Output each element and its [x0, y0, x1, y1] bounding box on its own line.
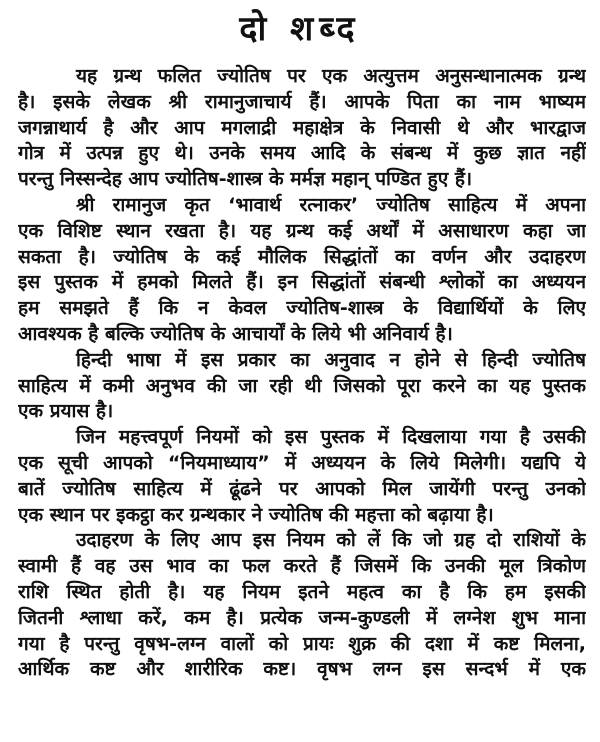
text-line: बातें ज्योतिष साहित्य में ढूंढने पर आपको मिल जायेंगी परन्तु उनको [18, 477, 586, 500]
text-line: गोत्र में उत्पन्न हुए थे। उनके समय आदि के संबन्ध में कुछ ज्ञात नहीं [18, 142, 586, 165]
text-line: हिन्दी भाषा में इस प्रकार का अनुवाद न होने से हिन्दी ज्योतिष [76, 348, 586, 371]
paragraph [18, 193, 586, 348]
text-line: यह ग्रन्थ फलित ज्योतिष पर एक अत्युत्तम अनुसन्धानात्मक ग्रन्थ [76, 65, 586, 87]
text-line: आर्थिक कष्ट और शारीरिक कष्ट। वृषभ लग्न इस सन्दर्भ में एक [18, 658, 586, 681]
text-line: एक सूची आपको “नियमाध्याय” में अध्ययन के लिये मिलेगी। यद्यपि ये [18, 451, 586, 474]
text-line: जितनी श्लाधा करें, कम है। प्रत्येक जन्म-कुण्डली में लग्नेश शुभ माना [18, 606, 586, 629]
paragraph [18, 425, 586, 528]
text-line: इस पुस्तक में हमको मिलते हैं। इन सिद्धांतों संबन्धी श्लोकों का अध्ययन [18, 271, 586, 294]
text-line: गया है परन्तु वृषभ-लग्न वालों को प्रायः शुक्र की दशा में कष्ट मिलना, [18, 632, 586, 655]
text-line: है। इसके लेखक श्री रामानुजाचार्य हैं। आपके पिता का नाम भाष्यम [18, 90, 586, 113]
text-line: साहित्य में कमी अनुभव की जा रही थी जिसको पूरा करने का यह पुस्तक [18, 374, 586, 397]
paragraph [18, 348, 586, 425]
text-line: जिन महत्त्वपूर्ण नियमों को इस पुस्तक में दिखलाया गया है उसकी [76, 426, 586, 449]
text-line: सकता है। ज्योतिष के कई मौलिक सिद्धांतों का वर्णन और उदाहरण [18, 245, 586, 268]
text-line: स्वामी हैं वह उस भाव का फल करते हैं जिसमें कि उनकी मूल त्रिकोण [18, 555, 586, 578]
paragraph [18, 64, 586, 193]
page-title: दो शब्द [239, 9, 361, 49]
text-line: राशि स्थित होती है। यह नियम इतने महत्व का है कि हम इसकी [18, 580, 586, 603]
text-line: एक विशिष्ट स्थान रखता है। यह ग्रन्थ कई अर्थों में असाधारण कहा जा [18, 219, 586, 242]
text-line: एक प्रयास है। [18, 400, 114, 423]
text-line: आवश्यक है बल्कि ज्योतिष के आचार्यों के लिये भी अनिवार्य है। [18, 322, 453, 345]
text-line: हम समझते हैं कि न केवल ज्योतिष-शास्त्र के विद्यार्थियों के लिए [18, 297, 586, 320]
text-line: जगन्नाथार्य है और आप मगलाद्री महाक्षेत्र के निवासी थे और भारद्वाज [18, 116, 586, 139]
text-line: एक स्थान पर इकट्ठा कर ग्रन्थकार ने ज्योतिष की महत्ता को बढ़ाया है। [18, 503, 494, 526]
document-body [18, 64, 586, 683]
text-line: परन्तु निस्सन्देह आप ज्योतिष-शास्त्र के मर्मज्ञ महान् पण्डित हुए हैं। [18, 168, 473, 191]
text-line: उदाहरण के लिए आप इस नियम को लें कि जो ग्रह दो राशियों के [76, 529, 586, 552]
text-line: श्री रामानुज कृत ‘भावार्थ रत्नाकर’ ज्योतिष साहित्य में अपना [76, 193, 586, 216]
paragraph [18, 528, 586, 683]
